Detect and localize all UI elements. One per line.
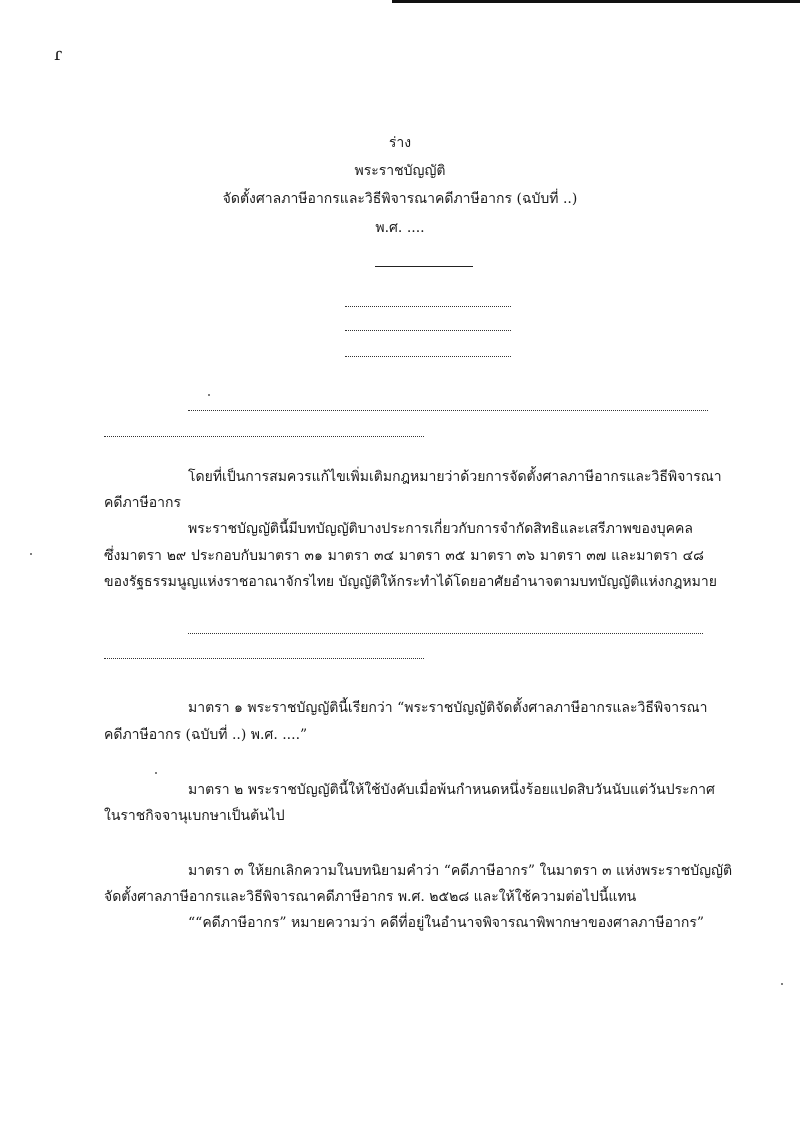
enactment-dotted-line bbox=[188, 633, 703, 634]
title-underline bbox=[375, 266, 473, 267]
enactment-dotted-line bbox=[104, 658, 424, 659]
scan-speck bbox=[155, 772, 157, 774]
section-1-line: มาตรา ๑ พระราชบัญญัตินี้เรียกว่า “พระราชบัญญัติจัดตั้งศาลภาษีอากรและวิธีพิจารณา bbox=[188, 700, 708, 716]
preamble-line: ของรัฐธรรมนูญแห่งราชอาณาจักรไทย บัญญัติให้กระทำได้โดยอาศัยอำนาจตามบทบัญญัติแห่งกฎหมาย bbox=[104, 574, 717, 590]
scan-top-edge bbox=[392, 0, 800, 3]
preamble-line: พระราชบัญญัตินี้มีบทบัญญัติบางประการเกี่ยวกับการจำกัดสิทธิและเสรีภาพของบุคคล bbox=[188, 521, 693, 537]
scan-speck bbox=[781, 983, 783, 985]
preamble-line: โดยที่เป็นการสมควรแก้ไขเพิ่มเติมกฎหมายว่าด้วยการจัดตั้งศาลภาษีอากรและวิธีพิจารณา bbox=[188, 469, 722, 485]
enactment-dotted-line bbox=[104, 436, 424, 437]
stray-mark: ɾ bbox=[54, 44, 63, 65]
signature-dotted-line bbox=[345, 356, 511, 357]
preamble-line: ซึ่งมาตรา ๒๙ ประกอบกับมาตรา ๓๑ มาตรา ๓๔ มาตรา ๓๕ มาตรา ๓๖ มาตรา ๓๗ และมาตรา ๔๘ bbox=[104, 548, 704, 564]
draft-label: ร่าง bbox=[388, 135, 412, 151]
act-label: พระราชบัญญัติ bbox=[354, 163, 446, 179]
section-3-line: มาตรา ๓ ให้ยกเลิกความในบทนิยามคำว่า “คดีภาษีอากร” ในมาตรา ๓ แห่งพระราชบัญญัติ bbox=[188, 863, 733, 879]
section-3-definition: ““คดีภาษีอากร” หมายความว่า คดีที่อยู่ในอำนาจพิจารณาพิพากษาของศาลภาษีอากร” bbox=[188, 915, 705, 931]
signature-dotted-line bbox=[345, 306, 511, 307]
scan-speck bbox=[30, 553, 32, 555]
scan-speck bbox=[208, 394, 210, 396]
section-3-line: จัดตั้งศาลภาษีอากรและวิธีพิจารณาคดีภาษีอากร พ.ศ. ๒๕๒๘ และให้ใช้ความต่อไปนี้แทน bbox=[104, 889, 637, 905]
signature-dotted-line bbox=[345, 330, 511, 331]
section-2-line: ในราชกิจจานุเบกษาเป็นต้นไป bbox=[104, 808, 285, 824]
section-1-line: คดีภาษีอากร (ฉบับที่ ..) พ.ศ. ....” bbox=[104, 727, 308, 743]
act-year: พ.ศ. .... bbox=[375, 220, 425, 236]
enactment-dotted-line bbox=[188, 410, 708, 411]
preamble-line: คดีภาษีอากร bbox=[104, 495, 182, 511]
act-title: จัดตั้งศาลภาษีอากรและวิธีพิจารณาคดีภาษีอากร (ฉบับที่ ..) bbox=[222, 191, 578, 207]
section-2-line: มาตรา ๒ พระราชบัญญัตินี้ให้ใช้บังคับเมื่อพ้นกำหนดหนึ่งร้อยแปดสิบวันนับแต่วันประกาศ bbox=[188, 782, 715, 798]
